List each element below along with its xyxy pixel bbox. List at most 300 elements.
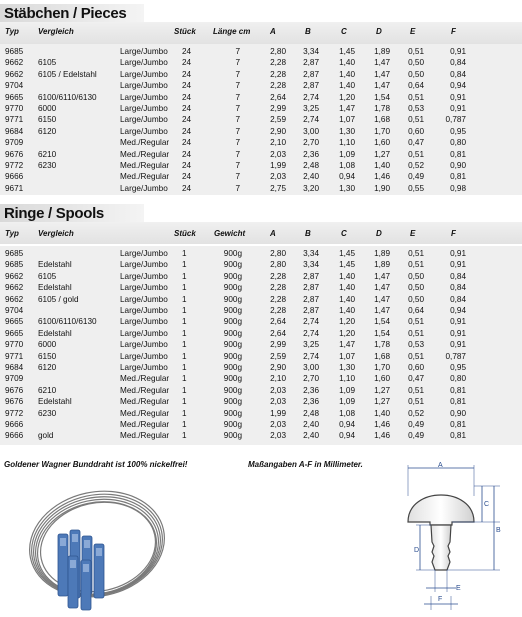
table-row [0, 339, 522, 350]
cell-size: Med./Regular [120, 408, 170, 418]
cell-typ: 9671 [5, 183, 24, 193]
header-f: F [451, 229, 456, 238]
header-vergleich: Vergleich [38, 27, 74, 36]
fret-tang [431, 525, 451, 570]
cell-vergleich: 6210 [38, 149, 57, 159]
cell-stueck: 1 [182, 408, 187, 418]
table-row [0, 137, 522, 148]
cell-c: 1,20 [339, 328, 355, 338]
cell-typ: 9676 [5, 397, 24, 407]
table-row [0, 149, 522, 160]
cell-f: 0,91 [450, 47, 466, 56]
cell-e: 0,49 [408, 172, 424, 182]
cell-typ: 9665 [5, 92, 24, 102]
cell-f: 0,95 [450, 126, 466, 136]
cell-f: 0,95 [450, 363, 466, 372]
cell-a: 2,75 [270, 183, 286, 193]
cell-d: 1,27 [374, 385, 390, 395]
cell-vergleich: 6120 [38, 126, 57, 136]
table-row [0, 373, 522, 384]
cell-c: 1,40 [339, 81, 355, 91]
cell-c: 1,09 [339, 397, 355, 407]
cell-laenge: 7 [235, 138, 240, 148]
cell-b: 2,70 [303, 138, 319, 148]
cell-stueck: 1 [182, 249, 187, 258]
cell-typ: 9662 [5, 271, 24, 281]
cell-a: 2,64 [270, 92, 286, 102]
cell-b: 2,87 [303, 283, 319, 293]
table-row [0, 430, 522, 441]
cell-e: 0,55 [408, 183, 424, 193]
header-c: C [341, 27, 347, 36]
cell-stueck: 24 [182, 92, 192, 102]
cell-size: Large/Jumbo [120, 260, 168, 270]
cell-gewicht: 900g [223, 340, 242, 350]
cell-gewicht: 900g [223, 294, 242, 304]
header-typ: Typ [5, 27, 19, 36]
header-e: E [410, 27, 416, 36]
header-a: A [270, 229, 276, 238]
cell-f: 0,84 [450, 58, 466, 68]
cell-c: 1,40 [339, 58, 355, 68]
cell-f: 0,84 [450, 271, 466, 281]
cell-size: Large/Jumbo [120, 363, 168, 372]
cell-size: Large/Jumbo [120, 126, 168, 136]
cell-a: 2,99 [270, 340, 286, 350]
cell-e: 0,51 [408, 149, 424, 159]
cell-gewicht: 900g [223, 420, 242, 429]
cell-typ: 9704 [5, 306, 24, 315]
dim-label-f: F [438, 596, 443, 603]
cell-typ: 9665 [5, 317, 24, 327]
cell-e: 0,50 [408, 69, 424, 79]
cell-c: 1,20 [339, 317, 355, 327]
cell-c: 1,45 [339, 260, 355, 270]
cell-stueck: 1 [182, 374, 187, 384]
cell-vergleich: 6105 / Edelstahl [38, 69, 97, 79]
cell-e: 0,51 [408, 397, 424, 407]
cell-gewicht: 900g [223, 408, 242, 418]
cell-size: Med./Regular [120, 431, 170, 441]
cell-f: 0,81 [450, 172, 466, 182]
cell-f: 0,84 [450, 294, 466, 304]
cell-f: 0,91 [450, 249, 466, 258]
cell-d: 1,68 [374, 351, 390, 361]
cell-a: 2,03 [270, 385, 286, 395]
cell-e: 0,49 [408, 431, 424, 441]
header-a: A [270, 27, 276, 36]
cell-d: 1,40 [374, 161, 390, 170]
table-row [0, 57, 522, 68]
cell-stueck: 24 [182, 161, 192, 170]
table-row [0, 92, 522, 103]
cell-size: Large/Jumbo [120, 306, 168, 315]
cell-a: 2,03 [270, 431, 286, 441]
cell-e: 0,53 [408, 340, 424, 350]
cell-size: Large/Jumbo [120, 328, 168, 338]
cell-f: 0,81 [450, 431, 466, 441]
cell-b: 3,00 [303, 363, 319, 372]
table-header-pieces [0, 27, 522, 41]
cell-f: 0,91 [450, 104, 466, 113]
cell-typ: 9704 [5, 81, 24, 91]
cell-e: 0,53 [408, 104, 424, 113]
cell-typ: 9685 [5, 260, 24, 270]
cell-stueck: 1 [182, 351, 187, 361]
cell-b: 3,20 [303, 183, 319, 193]
fret-crown [408, 495, 474, 525]
cell-d: 1,54 [374, 92, 390, 102]
cell-b: 2,40 [303, 431, 319, 441]
cell-b: 3,00 [303, 126, 319, 136]
cell-typ: 9684 [5, 126, 24, 136]
header-vergleich: Vergleich [38, 229, 74, 238]
cell-stueck: 24 [182, 81, 192, 91]
cell-e: 0,51 [408, 317, 424, 327]
cell-c: 0,94 [339, 420, 355, 429]
cell-a: 2,59 [270, 115, 286, 125]
cell-b: 2,87 [303, 294, 319, 304]
cell-a: 2,28 [270, 69, 286, 79]
cell-c: 1,07 [339, 351, 355, 361]
cell-typ: 9676 [5, 385, 24, 395]
cell-f: 0,91 [450, 328, 466, 338]
cell-b: 3,25 [303, 104, 319, 113]
cell-typ: 9770 [5, 340, 24, 350]
cell-size: Large/Jumbo [120, 340, 168, 350]
cell-size: Med./Regular [120, 420, 170, 429]
cell-a: 2,03 [270, 420, 286, 429]
cell-f: 0,91 [450, 260, 466, 270]
cell-e: 0,60 [408, 363, 424, 372]
cell-e: 0,51 [408, 328, 424, 338]
cell-stueck: 1 [182, 397, 187, 407]
cell-vergleich: 6150 [38, 351, 57, 361]
cell-c: 1,07 [339, 115, 355, 125]
cell-d: 1,89 [374, 260, 390, 270]
cell-a: 2,03 [270, 172, 286, 182]
cell-e: 0,52 [408, 161, 424, 170]
cell-vergleich: Edelstahl [38, 397, 72, 407]
table-row [0, 328, 522, 339]
cell-b: 2,74 [303, 317, 319, 327]
table-row [0, 160, 522, 171]
dim-label-e: E [456, 585, 461, 592]
cell-vergleich: 6230 [38, 161, 57, 170]
cell-f: 0,91 [450, 92, 466, 102]
cell-gewicht: 900g [223, 317, 242, 327]
cell-c: 0,94 [339, 431, 355, 441]
cell-stueck: 1 [182, 271, 187, 281]
cell-c: 1,40 [339, 294, 355, 304]
cell-gewicht: 900g [223, 397, 242, 407]
cell-b: 2,48 [303, 408, 319, 418]
cell-d: 1,27 [374, 397, 390, 407]
cell-a: 2,59 [270, 351, 286, 361]
table-row [0, 396, 522, 407]
cell-size: Large/Jumbo [120, 351, 168, 361]
cell-a: 2,28 [270, 58, 286, 68]
cell-d: 1,47 [374, 58, 390, 68]
cell-size: Large/Jumbo [120, 69, 168, 79]
cell-a: 2,80 [270, 260, 286, 270]
cell-d: 1,46 [374, 420, 390, 429]
cell-vergleich: 6100/6110/6130 [38, 317, 97, 327]
cell-f: 0,81 [450, 397, 466, 407]
cell-laenge: 7 [235, 47, 240, 56]
cell-size: Med./Regular [120, 172, 170, 182]
cell-typ: 9709 [5, 138, 24, 148]
cell-d: 1,47 [374, 294, 390, 304]
cell-b: 2,74 [303, 115, 319, 125]
cell-c: 1,30 [339, 126, 355, 136]
cell-gewicht: 900g [223, 374, 242, 384]
wire-spool-illustration [2, 474, 182, 614]
cell-d: 1,90 [374, 183, 390, 193]
cell-size: Large/Jumbo [120, 183, 168, 193]
cell-typ: 9771 [5, 351, 24, 361]
cell-laenge: 7 [235, 115, 240, 125]
table-row [0, 316, 522, 327]
cell-size: Med./Regular [120, 138, 170, 148]
cell-typ: 9770 [5, 104, 24, 113]
cell-stueck: 24 [182, 58, 192, 68]
cell-f: 0,90 [450, 408, 466, 418]
cell-size: Large/Jumbo [120, 47, 168, 56]
cell-b: 2,87 [303, 306, 319, 315]
cell-a: 2,64 [270, 317, 286, 327]
cell-c: 1,20 [339, 92, 355, 102]
cell-f: 0,787 [445, 115, 466, 125]
cell-typ: 9662 [5, 294, 24, 304]
fret-profile-diagram [390, 462, 512, 612]
table-header-spools [0, 229, 522, 243]
cell-e: 0,50 [408, 283, 424, 293]
cell-gewicht: 900g [223, 328, 242, 338]
cell-c: 1,40 [339, 283, 355, 293]
cell-gewicht: 900g [223, 283, 242, 293]
cell-f: 0,94 [450, 81, 466, 91]
cell-b: 2,36 [303, 149, 319, 159]
cell-a: 2,10 [270, 374, 286, 384]
section-title-spools: Ringe / Spools [0, 204, 144, 224]
section-title-pieces: Stäbchen / Pieces [0, 4, 144, 24]
cell-stueck: 24 [182, 69, 192, 79]
cell-d: 1,47 [374, 81, 390, 91]
cell-stueck: 24 [182, 47, 192, 56]
header-d: D [376, 229, 382, 238]
cell-stueck: 1 [182, 306, 187, 315]
cell-b: 2,87 [303, 81, 319, 91]
cell-stueck: 1 [182, 385, 187, 395]
cell-a: 2,80 [270, 47, 286, 56]
cell-size: Large/Jumbo [120, 104, 168, 113]
cell-c: 1,30 [339, 363, 355, 372]
cell-c: 1,08 [339, 408, 355, 418]
cell-size: Large/Jumbo [120, 317, 168, 327]
cell-b: 3,34 [303, 260, 319, 270]
cell-d: 1,60 [374, 138, 390, 148]
cell-d: 1,89 [374, 47, 390, 56]
cell-vergleich: 6105 / gold [38, 294, 79, 304]
cell-e: 0,64 [408, 81, 424, 91]
table-row [0, 294, 522, 305]
cell-b: 2,48 [303, 161, 319, 170]
cell-stueck: 24 [182, 138, 192, 148]
cell-typ: 9709 [5, 374, 24, 384]
cell-d: 1,78 [374, 104, 390, 113]
cell-a: 2,03 [270, 149, 286, 159]
table-row [0, 351, 522, 362]
cell-d: 1,47 [374, 306, 390, 315]
cell-a: 2,28 [270, 294, 286, 304]
cell-typ: 9772 [5, 408, 24, 418]
cell-e: 0,51 [408, 260, 424, 270]
table-row [0, 126, 522, 137]
cell-typ: 9662 [5, 58, 24, 68]
cell-d: 1,78 [374, 340, 390, 350]
table-body-spools [0, 246, 522, 445]
cell-f: 0,90 [450, 161, 466, 170]
cell-size: Large/Jumbo [120, 249, 168, 258]
cell-a: 2,28 [270, 81, 286, 91]
cell-d: 1,54 [374, 328, 390, 338]
cell-stueck: 1 [182, 420, 187, 429]
cell-stueck: 24 [182, 126, 192, 136]
cell-size: Large/Jumbo [120, 92, 168, 102]
cell-c: 1,08 [339, 161, 355, 170]
cell-c: 1,47 [339, 104, 355, 113]
cell-stueck: 24 [182, 149, 192, 159]
cell-gewicht: 900g [223, 271, 242, 281]
cell-typ: 9684 [5, 363, 24, 372]
cell-f: 0,98 [450, 183, 466, 193]
cell-e: 0,49 [408, 420, 424, 429]
cell-stueck: 1 [182, 317, 187, 327]
cell-b: 2,87 [303, 69, 319, 79]
cell-typ: 9685 [5, 249, 24, 258]
cell-e: 0,52 [408, 408, 424, 418]
table-row [0, 114, 522, 125]
cell-vergleich: Edelstahl [38, 260, 72, 270]
cell-gewicht: 900g [223, 351, 242, 361]
header-typ: Typ [5, 229, 19, 238]
cell-e: 0,60 [408, 126, 424, 136]
table-row [0, 259, 522, 270]
cell-c: 1,09 [339, 385, 355, 395]
header-f: F [451, 27, 456, 36]
cell-gewicht: 900g [223, 431, 242, 441]
cell-vergleich: 6105 [38, 58, 57, 68]
cell-size: Med./Regular [120, 374, 170, 384]
cell-e: 0,51 [408, 115, 424, 125]
dim-label-b: B [496, 527, 501, 534]
cell-size: Med./Regular [120, 149, 170, 159]
cell-f: 0,81 [450, 420, 466, 429]
table-row [0, 271, 522, 282]
cell-typ: 9666 [5, 420, 24, 429]
cell-stueck: 1 [182, 260, 187, 270]
cell-laenge: 7 [235, 149, 240, 159]
cell-typ: 9662 [5, 283, 24, 293]
cell-e: 0,64 [408, 306, 424, 315]
cell-e: 0,51 [408, 351, 424, 361]
table-row [0, 183, 522, 194]
cell-b: 3,34 [303, 47, 319, 56]
table-row [0, 46, 522, 57]
cell-d: 1,70 [374, 363, 390, 372]
cell-laenge: 7 [235, 172, 240, 182]
cell-b: 2,87 [303, 58, 319, 68]
table-row [0, 171, 522, 182]
cell-c: 1,30 [339, 183, 355, 193]
cell-laenge: 7 [235, 81, 240, 91]
cell-typ: 9666 [5, 431, 24, 441]
dim-label-d: D [414, 547, 420, 554]
cell-a: 2,03 [270, 397, 286, 407]
cell-c: 0,94 [339, 172, 355, 182]
cell-typ: 9772 [5, 161, 24, 170]
cell-a: 2,80 [270, 249, 286, 258]
cell-a: 2,28 [270, 306, 286, 315]
cell-size: Med./Regular [120, 161, 170, 170]
cell-stueck: 24 [182, 172, 192, 182]
cell-vergleich: 6230 [38, 408, 57, 418]
cell-c: 1,45 [339, 47, 355, 56]
header-b: B [305, 27, 311, 36]
table-row [0, 69, 522, 80]
cell-e: 0,47 [408, 374, 424, 384]
cell-vergleich: 6105 [38, 271, 57, 281]
cell-b: 2,87 [303, 271, 319, 281]
cell-gewicht: 900g [223, 260, 242, 270]
cell-stueck: 1 [182, 340, 187, 350]
cell-typ: 9685 [5, 47, 24, 56]
header-stueck: Stück [174, 229, 196, 238]
cell-f: 0,80 [450, 138, 466, 148]
cell-a: 1,99 [270, 408, 286, 418]
cell-a: 2,90 [270, 126, 286, 136]
cell-typ: 9666 [5, 172, 24, 182]
cell-e: 0,51 [408, 47, 424, 56]
cell-stueck: 1 [182, 328, 187, 338]
cell-d: 1,47 [374, 271, 390, 281]
cell-size: Med./Regular [120, 397, 170, 407]
cell-stueck: 1 [182, 283, 187, 293]
header-b: B [305, 229, 311, 238]
cell-f: 0,94 [450, 306, 466, 315]
cell-c: 1,10 [339, 138, 355, 148]
header-c: C [341, 229, 347, 238]
cell-d: 1,54 [374, 317, 390, 327]
cell-vergleich: 6000 [38, 340, 57, 350]
cell-gewicht: 900g [223, 385, 242, 395]
cell-a: 2,90 [270, 363, 286, 372]
cell-a: 2,28 [270, 271, 286, 281]
cell-d: 1,68 [374, 115, 390, 125]
cell-gewicht: 900g [223, 363, 242, 372]
cell-a: 2,10 [270, 138, 286, 148]
cell-laenge: 7 [235, 183, 240, 193]
table-row [0, 80, 522, 91]
cell-f: 0,787 [445, 351, 466, 361]
cell-f: 0,91 [450, 340, 466, 350]
cell-stueck: 1 [182, 431, 187, 441]
table-row [0, 385, 522, 396]
cell-e: 0,51 [408, 249, 424, 258]
cell-b: 2,36 [303, 397, 319, 407]
cell-laenge: 7 [235, 69, 240, 79]
